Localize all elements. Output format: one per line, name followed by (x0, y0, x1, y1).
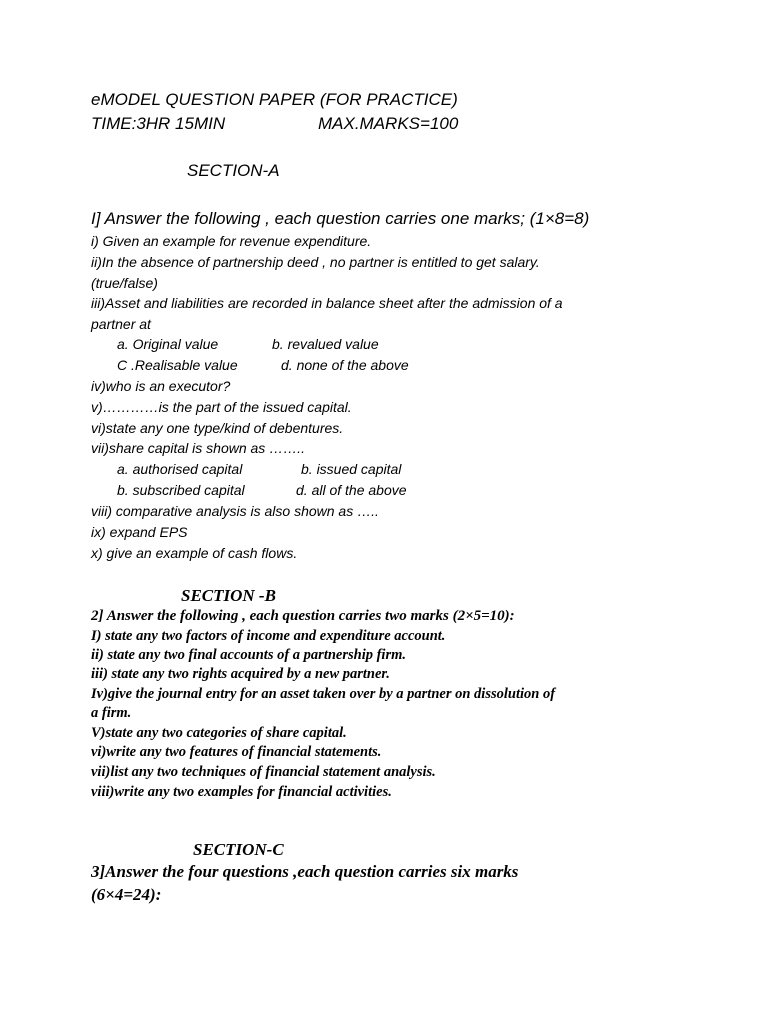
option-c: b. subscribed capital (117, 482, 245, 498)
section-a-question-5: v)…………is the part of the issued capital. (91, 399, 352, 415)
section-a-question-10: x) give an example of cash flows. (91, 545, 298, 561)
section-b-question-7: vii)list any two techniques of financial statement analysis. (91, 764, 436, 780)
section-a-question-1: i) Given an example for revenue expenditure. (91, 233, 372, 249)
option-c: C .Realisable value (117, 357, 238, 373)
section-b-question-4-cont: a firm. (91, 705, 132, 721)
time-label: TIME:3HR 15MIN (91, 114, 226, 133)
option-a: a. Original value (117, 336, 219, 352)
section-b-question-3: iii) state any two rights acquired by a new partner. (91, 666, 390, 682)
section-a-instruction: I] Answer the following , each question carries one marks; (1×8=8) (91, 209, 590, 228)
section-b-question-8: viii)write any two examples for financial activities. (91, 784, 392, 800)
section-a-question-2-cont: (true/false) (91, 275, 158, 291)
question-7-options-row-1 (0, 462, 768, 480)
max-marks-label: MAX.MARKS=100 (318, 114, 459, 133)
section-b-question-4: Iv)give the journal entry for an asset taken over by a partner on dissolution of (91, 686, 556, 702)
section-b-question-1: I) state any two factors of income and expenditure account. (91, 628, 446, 644)
question-3-options-row-2 (0, 358, 768, 376)
section-b-question-2: ii) state any two final accounts of a partnership firm. (91, 647, 406, 663)
section-a-title: SECTION-A (187, 161, 280, 180)
section-b-question-6: vi)write any two features of financial statements. (91, 744, 382, 760)
section-a-question-3: iii)Asset and liabilities are recorded in balance sheet after the admission of a (91, 295, 563, 311)
option-b: b. revalued value (272, 336, 379, 352)
section-a-question-4: iv)who is an executor? (91, 378, 231, 394)
option-a: a. authorised capital (117, 461, 243, 477)
option-b: b. issued capital (301, 461, 402, 477)
option-d: d. all of the above (296, 482, 407, 498)
question-7-options-row-2 (0, 483, 768, 501)
section-b-question-5: V)state any two categories of share capital. (91, 725, 347, 741)
section-c-title: SECTION-C (193, 840, 284, 859)
option-d: d. none of the above (281, 357, 409, 373)
section-b-instruction: 2] Answer the following , each question carries two marks (2×5=10): (91, 608, 515, 624)
section-a-question-9: ix) expand EPS (91, 524, 188, 540)
paper-title: eMODEL QUESTION PAPER (FOR PRACTICE) (91, 90, 458, 109)
section-a-question-2: ii)In the absence of partnership deed , no partner is entitled to get salary. (91, 254, 540, 270)
section-c-instruction-cont: (6×4=24): (91, 885, 162, 904)
section-a-question-3-cont: partner at (91, 316, 151, 332)
section-c-instruction: 3]Answer the four questions ,each question carries six marks (91, 862, 519, 881)
section-a-question-6: vi)state any one type/kind of debentures. (91, 420, 344, 436)
section-a-question-7: vii)share capital is shown as …….. (91, 440, 305, 456)
section-b-title: SECTION -B (181, 586, 276, 605)
question-3-options-row-1 (0, 337, 768, 355)
section-a-question-8: viii) comparative analysis is also shown as ….. (91, 503, 379, 519)
